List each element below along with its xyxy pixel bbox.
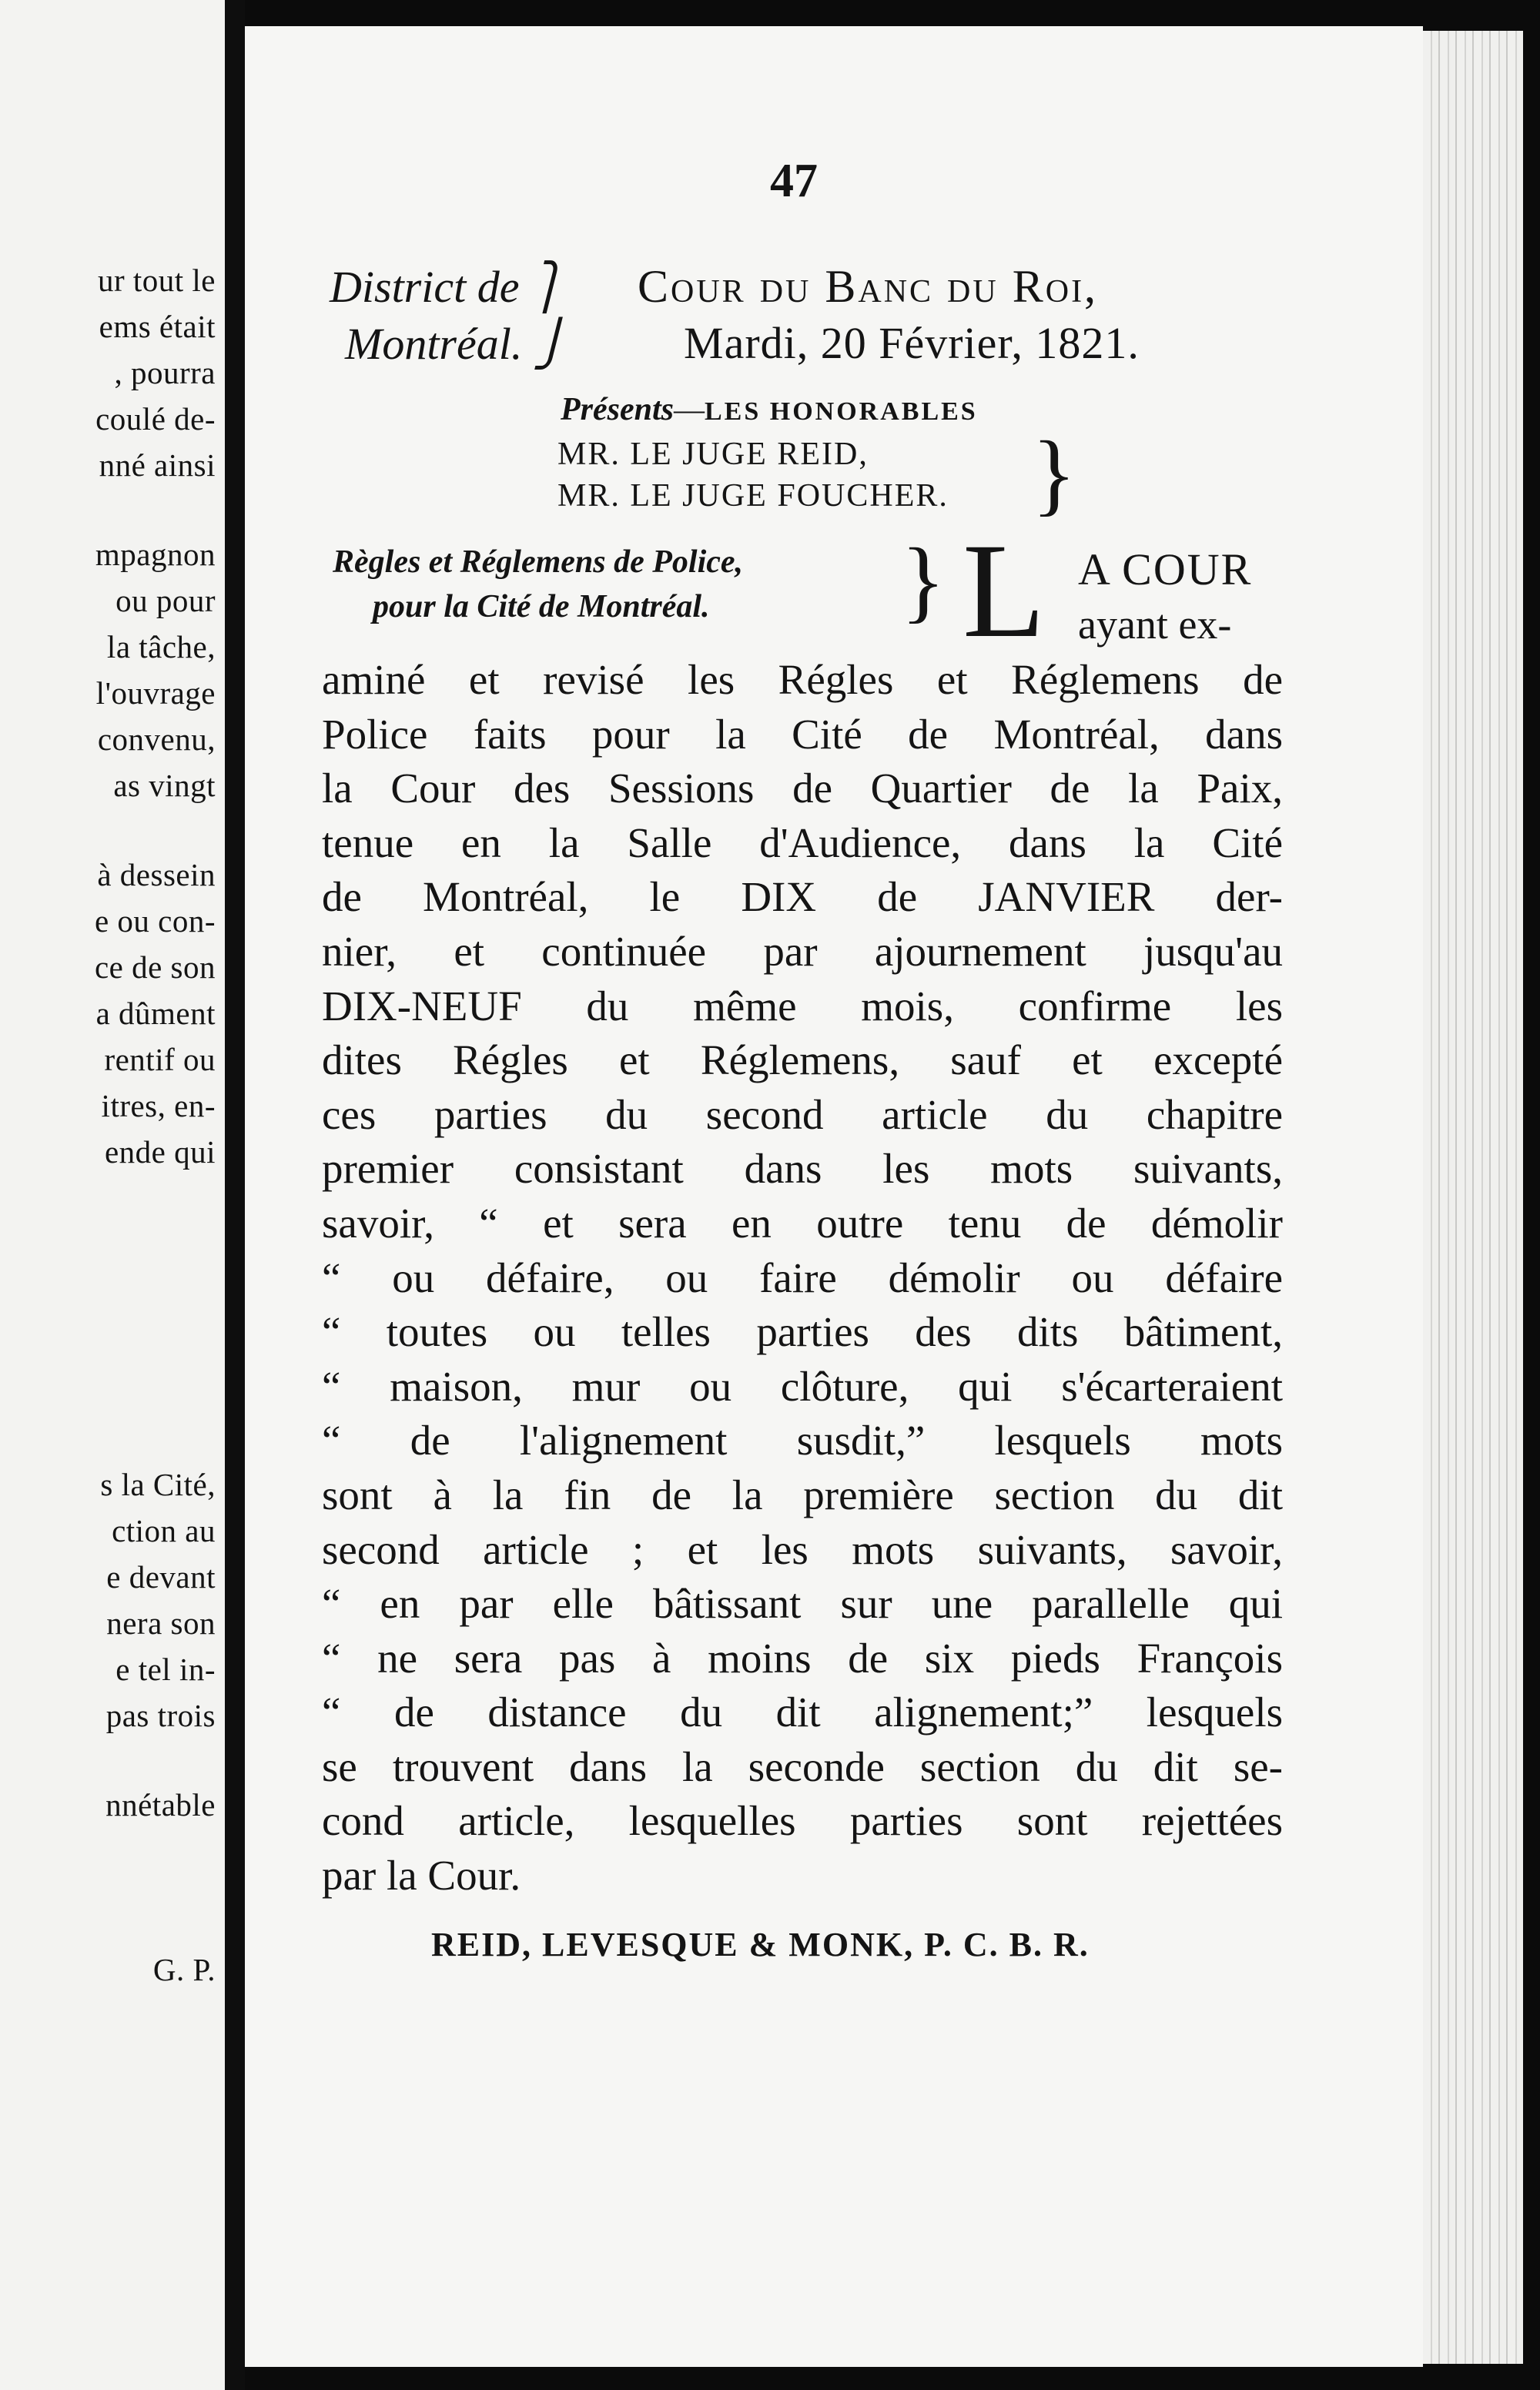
ruling-line: “ de distance du dit alignement;” lesquels bbox=[322, 1689, 1283, 1736]
ruling-line: savoir, “ et sera en outre tenu de démolir bbox=[322, 1199, 1283, 1247]
ruling-body bbox=[322, 653, 1283, 1903]
signature: REID, LEVESQUE & MONK, P. C. B. R. bbox=[431, 1926, 1090, 1963]
presents-heading bbox=[561, 391, 978, 428]
ruling-line: ces parties du second article du chapitre bbox=[322, 1090, 1283, 1138]
left-page-line: mpagnon bbox=[95, 537, 216, 572]
ruling-line: la Cour des Sessions de Quartier de la Paix, bbox=[322, 765, 1283, 812]
drop-cap: L bbox=[962, 516, 1046, 666]
left-page-line: as vingt bbox=[113, 768, 216, 803]
ruling-line: second article ; et les mots suivants, savoir, bbox=[322, 1525, 1283, 1573]
left-page-line: G. P. bbox=[152, 1952, 216, 1987]
ruling-line: “ de l'alignement susdit,” lesquels mots bbox=[322, 1417, 1283, 1464]
judge-foucher: MR. LE JUGE FOUCHER. bbox=[557, 478, 949, 514]
left-page-line: convenu, bbox=[97, 721, 216, 757]
left-page-line: pas trois bbox=[105, 1698, 216, 1733]
judges-brace: } bbox=[1032, 422, 1076, 524]
district-line-1: District de ⎫ bbox=[330, 262, 564, 312]
left-page-line: ce de son bbox=[94, 949, 216, 985]
ruling-line: “ ou défaire, ou faire démolir ou défaire bbox=[322, 1254, 1283, 1301]
left-page-line: à dessein bbox=[97, 857, 216, 892]
left-page-line: s la Cité, bbox=[100, 1467, 216, 1502]
ruling-line: cond article, lesquelles parties sont rejettées bbox=[322, 1797, 1283, 1845]
left-page-line: ur tout le bbox=[97, 263, 216, 298]
ruling-line: aminé et revisé les Régles et Réglemens de bbox=[322, 656, 1283, 703]
court-name: Cour du Banc du Roi, bbox=[638, 261, 1099, 312]
left-page-line: ende qui bbox=[104, 1134, 216, 1170]
ruling-line: sont à la fin de la première section du dit bbox=[322, 1471, 1283, 1518]
ruling-line: tenue en la Salle d'Audience, dans la Cité bbox=[322, 818, 1283, 866]
ruling-line: “ ne sera pas à moins de six pieds François bbox=[322, 1634, 1283, 1682]
ruling-line: DIX-NEUF du même mois, confirme les bbox=[322, 982, 1283, 1029]
ruling-line: dites Régles et Réglemens, sauf et excepté bbox=[322, 1036, 1283, 1084]
presents-dash: — bbox=[674, 392, 705, 427]
left-page-line: e ou con- bbox=[94, 903, 216, 939]
judge-reid: MR. LE JUGE REID, bbox=[557, 437, 869, 472]
ruling-line: par la Cour. bbox=[322, 1852, 521, 1900]
left-page-line: , pourra bbox=[114, 355, 216, 390]
presents-label: Présents bbox=[561, 392, 674, 427]
left-page-line: l'ouvrage bbox=[95, 675, 216, 711]
presents-title: LES HONORABLES bbox=[705, 397, 978, 426]
ruling-line: de Montréal, le DIX de JANVIER der- bbox=[322, 873, 1283, 921]
margin-note-brace: } bbox=[901, 529, 946, 631]
left-page-line: la tâche, bbox=[106, 629, 216, 664]
district-brace-top: ⎫ bbox=[530, 262, 564, 312]
ruling-line: “ maison, mur ou clôture, qui s'écarteraient bbox=[322, 1362, 1283, 1410]
margin-note-line-2: pour la Cité de Montréal. bbox=[373, 589, 710, 624]
left-page-line: nnétable bbox=[105, 1787, 216, 1823]
ruling-line: “ en par elle bâtissant sur une parallelle qui bbox=[322, 1580, 1283, 1628]
district-brace-bottom: ⎭ bbox=[533, 319, 567, 369]
left-page-line: nné ainsi bbox=[99, 447, 216, 483]
left-page-line: coulé de- bbox=[95, 401, 216, 437]
court-date: Mardi, 20 Février, 1821. bbox=[684, 318, 1140, 368]
district-line-2: Montréal. ⎭ bbox=[345, 319, 567, 369]
book-gutter bbox=[225, 0, 245, 2390]
ruling-line: premier consistant dans les mots suivants, bbox=[322, 1145, 1283, 1193]
left-page-line: ou pour bbox=[116, 583, 216, 618]
page-edges bbox=[1423, 31, 1523, 2364]
left-page bbox=[0, 0, 225, 2390]
ruling-line: “ toutes ou telles parties des dits bâtiment, bbox=[322, 1308, 1283, 1356]
left-page-line: ems était bbox=[99, 309, 216, 344]
left-page-line: itres, en- bbox=[101, 1088, 216, 1123]
ruling-lead-line-2: ayant ex- bbox=[1078, 601, 1232, 648]
left-page-line: e tel in- bbox=[116, 1652, 216, 1687]
ruling-line: Police faits pour la Cité de Montréal, dans bbox=[322, 710, 1283, 758]
left-page-line: ction au bbox=[112, 1513, 216, 1548]
left-page-line: a dûment bbox=[95, 996, 216, 1031]
ruling-lead-line-1: A COUR bbox=[1078, 544, 1253, 594]
margin-note-line-1: Règles et Réglemens de Police, bbox=[333, 544, 744, 580]
left-page-line: rentif ou bbox=[104, 1042, 216, 1077]
page-number: 47 bbox=[770, 155, 818, 207]
left-page-line: nera son bbox=[106, 1605, 216, 1641]
ruling-line: nier, et continuée par ajournement jusqu'au bbox=[322, 927, 1283, 975]
ruling-line: se trouvent dans la seconde section du dit se- bbox=[322, 1742, 1283, 1790]
left-page-line: e devant bbox=[106, 1559, 216, 1595]
